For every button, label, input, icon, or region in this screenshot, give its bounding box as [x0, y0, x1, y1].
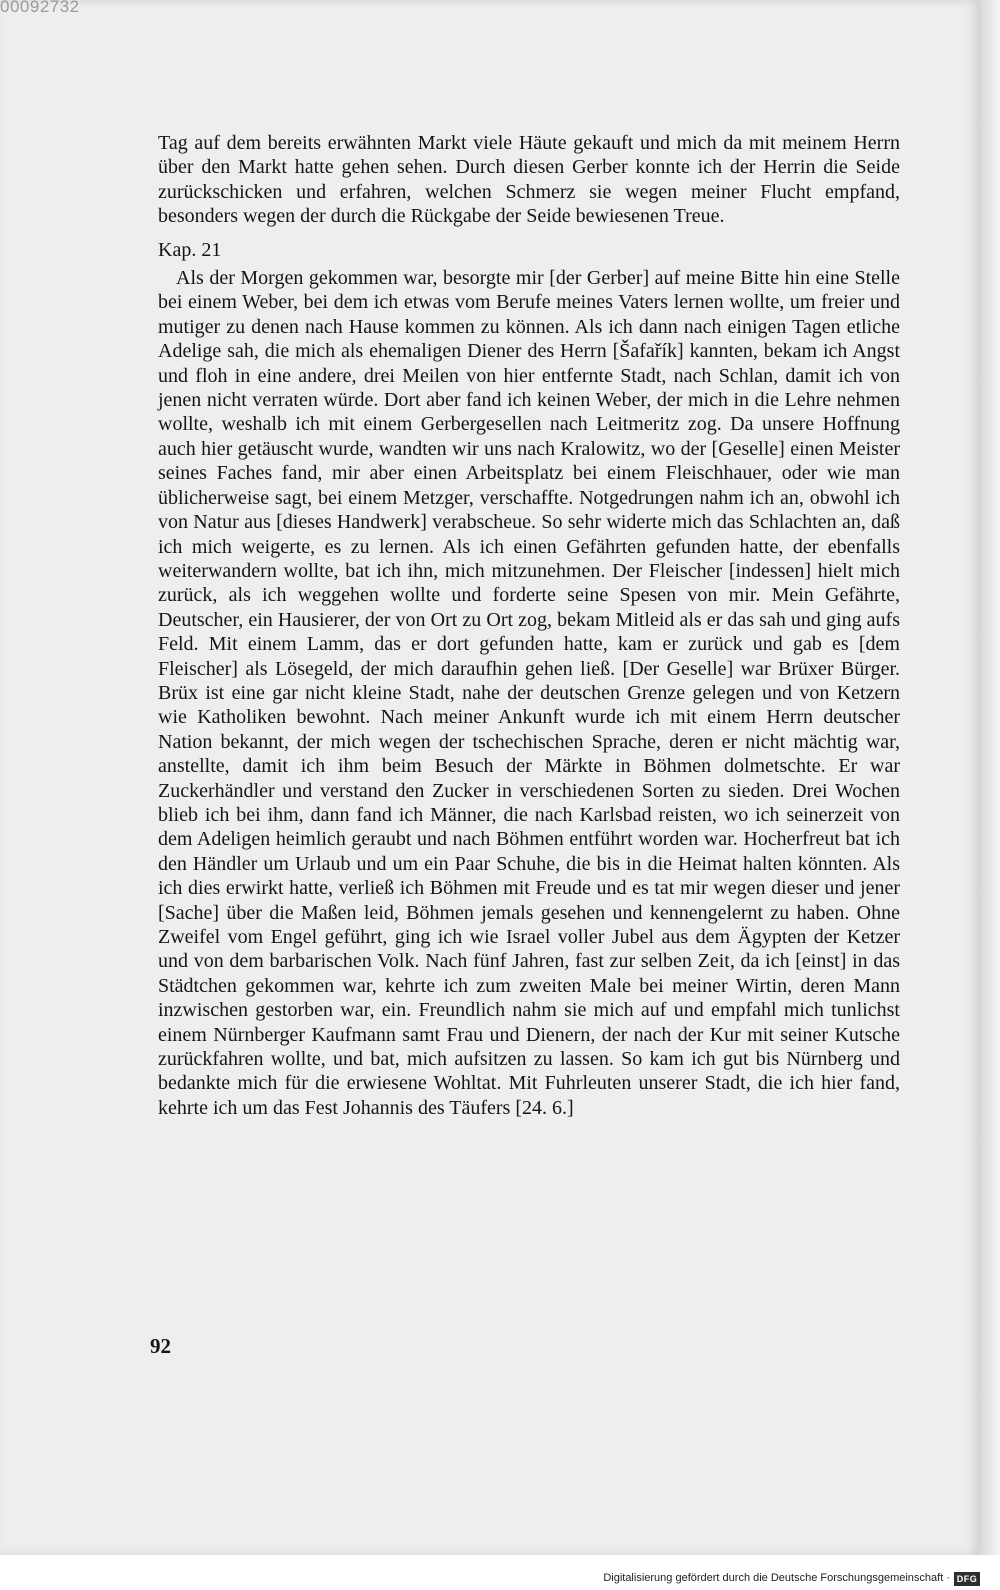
page-edge-shadow: [980, 0, 1000, 1555]
funding-footer: Digitalisierung gefördert durch die Deutsche Forschungsgemeinschaft ·: [603, 1572, 950, 1584]
page-number: 92: [150, 1334, 171, 1358]
dfg-logo: DFG: [954, 1572, 980, 1586]
paragraph-continuation: Tag auf dem bereits erwähnten Markt viele Häute gekauft und mich da mit meinem Herrn über den Markt hatte gehen sehen. Durch diesen Gerber konnte ich der Herrin die Seide zurückschicken und erfahren, welchen Schmerz sie wegen meiner Flucht empfand, besonders wegen der durch die Rückgabe der Seide bewiesenen Treue.: [158, 132, 900, 228]
chapter-heading: Kap. 21: [158, 238, 222, 261]
page-body: [158, 131, 900, 1120]
paragraph-chapter-21: Als der Morgen gekommen war, besorgte mir [der Gerber] auf meine Bitte hin eine Stelle bei einem Weber, bei dem ich etwas vom Berufe meines Vaters lernen wollte, um freier und mutiger zu denen nach Hause kommen zu können. Als ich dann nach einigen Tagen etliche Adelige sah, die mich als ehemaligen Diener des Herrn [Šafařík] kannten, bekam ich Angst und floh in eine andere, drei Meilen von hier entfernte Stadt, nach Schlan, damit ich von jenen nicht verraten würde. Dort aber fand ich keinen Weber, der mich in die Lehre nehmen wollte, weshalb ich mit einem Gerbergesellen nach Leitmeritz zog. Da unsere Hoffnung auch hier getäuscht wurde, wandten wir uns nach Kralowitz, wo der [Geselle] einen Meister seines Faches fand, mir aber einen Arbeitsplatz bei einem Fleischhauer, oder wie man üblicherweise sagt, bei einem Metzger, verschaffte. Notgedrungen nahm ich an, obwohl ich von Natur aus [dieses Handwerk] verabscheue. So sehr widerte mich das Schlachten an, daß ich mich weigerte, es zu lernen. Als ich einen Gefährten gefunden hatte, der ebenfalls weiterwandern wollte, bat ich ihn, mich mitzunehmen. Der Fleischer [indessen] hielt mich zurück, als ich weggehen wollte und forderte seine Spesen von mir. Mein Gefährte, Deutscher, ein Hausierer, der von Ort zu Ort zog, bekam Mitleid als er das sah und ging aufs Feld. Mit einem Lamm, das er dort gefunden hatte, kam er zurück und gab es [dem Fleischer] als Lösegeld, der mich daraufhin gehen ließ. [Der Geselle] war Brüxer Bürger. Brüx ist eine gar nicht kleine Stadt, nahe der deutschen Grenze gelegen und von Ketzern wie Katholiken bewohnt. Nach meiner Ankunft wurde ich mit einem Herrn deutscher Nation bekannt, der mich wegen der tschechischen Sprache, deren er nicht mächtig war, anstellte, damit ich ihm beim Besuch der Märkte in Böhmen dolmetschte. Er war Zuckerhändler und verstand den Zucker in verschiedenen Sorten zu sieden. Drei Wochen blieb ich bei ihm, dann fand ich Männer, die nach Karlsbad reisten, wo ich seinerzeit von dem Adeligen heimlich geraubt und nach Böhmen entführt worden war. Hocherfreut bat ich den Händler um Urlaub und um ein Paar Schuhe, die bis in die Heimat halten könnten. Als ich dies erwirkt hatte, verließ ich Böhmen mit Freude und es tat mir wegen dieser und jener [Sache] über die Maßen leid, Böhmen jemals gesehen und kennengelernt zu haben. Ohne Zweifel vom Engel geführt, ging ich wie Israel voller Jubel aus dem Ägypten der Ketzer und von dem barbarischen Volk. Nach fünf Jahren, fast zur selben Zeit, da ich [einst] in das Städtchen gekommen war, kehrte ich zum zweiten Male bei meiner Wirtin, deren Mann inzwischen gestorben war, ein. Freundlich nahm sie mich auf und empfahl mich tunlichst einem Nürnberger Kaufmann samt Frau und Dienern, der nach der Kur mit seiner Kutsche zurückfahren wollte, und bat, mich aufsitzen zu lassen. So kam ich gut bis Nürnberg und bedankte mich für die erwiesene Wohltat. Mit Fuhrleuten unserer Stadt, die ich hier fand, kehrte ich um das Fest Johannis des Täufers [24. 6.]: [158, 267, 900, 1119]
scan-identifier: 00092732: [0, 0, 80, 16]
